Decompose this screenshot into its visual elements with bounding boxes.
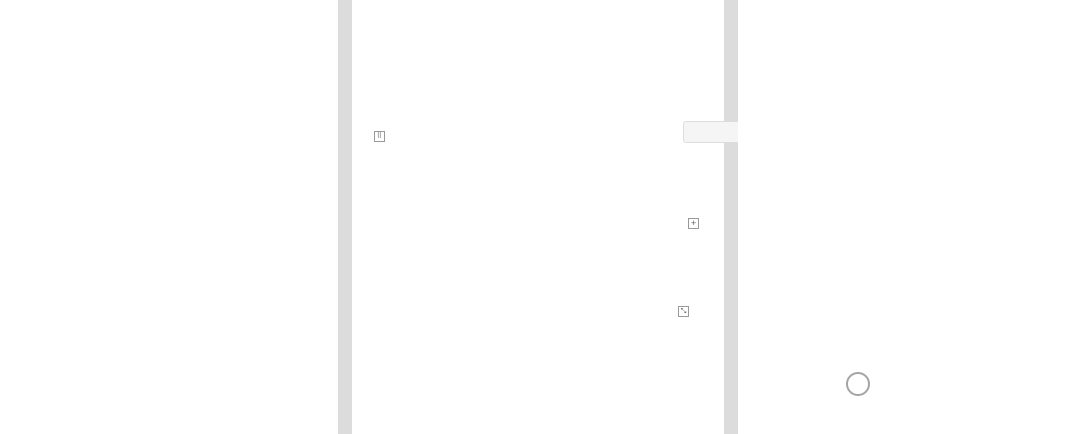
wechat-logo-icon <box>846 372 870 396</box>
page-middle <box>352 0 724 434</box>
page-left <box>0 0 338 434</box>
page-right <box>738 0 1080 434</box>
resize-handle-icon[interactable]: ⤡ <box>678 306 689 317</box>
add-column-icon[interactable]: + <box>688 218 699 229</box>
table-handle-icon[interactable]: ⠿ <box>374 131 385 142</box>
floor-plan-drawings <box>738 0 1080 434</box>
